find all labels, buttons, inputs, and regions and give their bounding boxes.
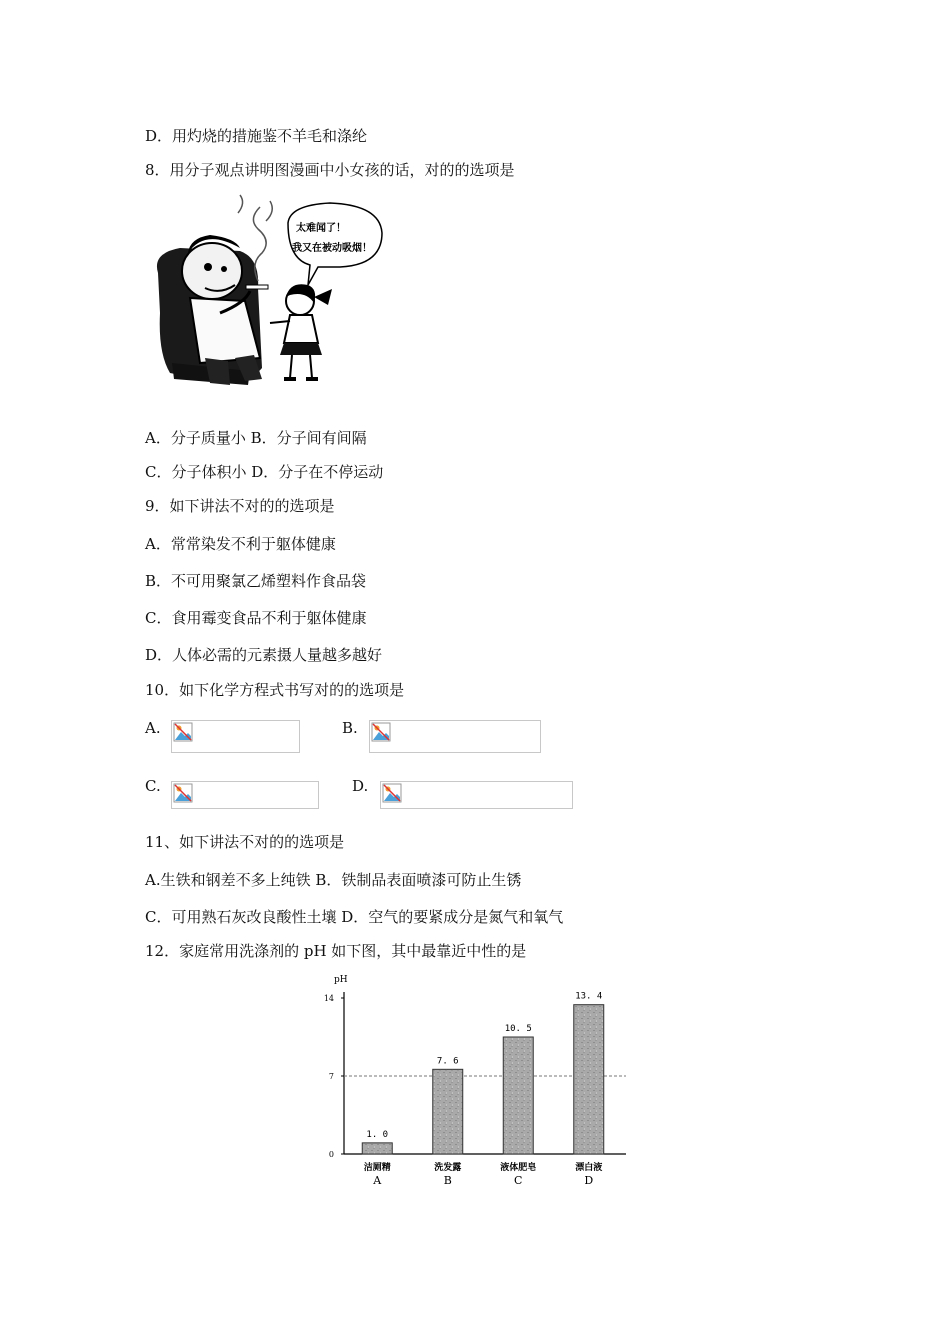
bar-c [503, 1037, 533, 1154]
q9-option-b: B．不可用聚氯乙烯塑料作食品袋 [145, 572, 367, 590]
y-tick-label: 0 [328, 1150, 334, 1159]
category-label: 洗发露 [434, 1163, 462, 1173]
q11-stem: 11、如下讲法不对的的选项是 [145, 833, 345, 851]
q8-options-ab: A．分子质量小 B．分子间有间隔 [145, 429, 367, 447]
smoking-cartoon [150, 193, 385, 398]
bar-value-label: 13. 4 [575, 991, 603, 1002]
bar-b [433, 1069, 463, 1154]
bubble-text-2: 我又在被动吸烟！ [292, 243, 372, 254]
y-axis-label: pH [334, 975, 348, 985]
q8-options-cd: C．分子体积小 D．分子在不停运动 [145, 463, 384, 481]
bubble-text-1: 太难闻了！ [296, 223, 346, 234]
q11-options-cd: C．可用熟石灰改良酸性土壤 D．空气的要紧成分是氮气和氧气 [145, 908, 564, 926]
q10-label-a: A. [145, 719, 161, 737]
broken-image-icon [382, 783, 402, 803]
q10-label-b: B. [342, 719, 358, 737]
q7-option-d: D．用灼烧的措施鉴不羊毛和涤纶 [145, 127, 368, 145]
bar-value-label: 7. 6 [436, 1056, 459, 1067]
broken-image-icon [173, 783, 193, 803]
category-letter: B [443, 1174, 452, 1187]
broken-image-icon [173, 722, 193, 742]
q10-label-c: C. [145, 777, 161, 795]
q10-stem: 10．如下化学方程式书写对的的选项是 [145, 681, 405, 699]
category-label: 液体肥皂 [500, 1163, 537, 1173]
category-letter: C [514, 1174, 523, 1187]
y-tick-label: 7 [328, 1072, 334, 1081]
q10-equation-image-a [171, 720, 300, 753]
q10-equation-image-d [380, 781, 573, 809]
q10-equation-image-c [171, 781, 319, 809]
q10-label-d: D. [352, 777, 369, 795]
q11-options-ab: A.生铁和钢差不多上纯铁 B．铁制品表面喷漆可防止生锈 [145, 871, 522, 889]
category-label: 漂白液 [575, 1163, 603, 1173]
q9-option-a: A．常常染发不利于躯体健康 [145, 535, 336, 553]
q12-stem: 12．家庭常用洗涤剂的 pH 如下图，其中最靠近中性的是 [145, 942, 527, 960]
q9-stem: 9．如下讲法不对的的选项是 [145, 497, 335, 515]
bar-value-label: 10. 5 [504, 1024, 532, 1034]
category-letter: D [584, 1174, 594, 1187]
q10-equation-image-b [369, 720, 541, 753]
bar-d [574, 1005, 604, 1154]
bar-value-label: 1. 0 [366, 1129, 389, 1140]
q9-option-d: D．人体必需的元素摄人量越多越好 [145, 646, 383, 664]
broken-image-icon [371, 722, 391, 742]
category-letter: A [373, 1174, 382, 1187]
bar-a [362, 1143, 392, 1154]
y-tick-label: 14 [323, 994, 334, 1003]
category-label: 洁厕精 [363, 1163, 391, 1173]
ph-bar-chart [322, 968, 632, 1198]
q8-stem: 8．用分子观点讲明图漫画中小女孩的话，对的的选项是 [145, 161, 515, 179]
q9-option-c: C．食用霉变食品不利于躯体健康 [145, 609, 367, 627]
